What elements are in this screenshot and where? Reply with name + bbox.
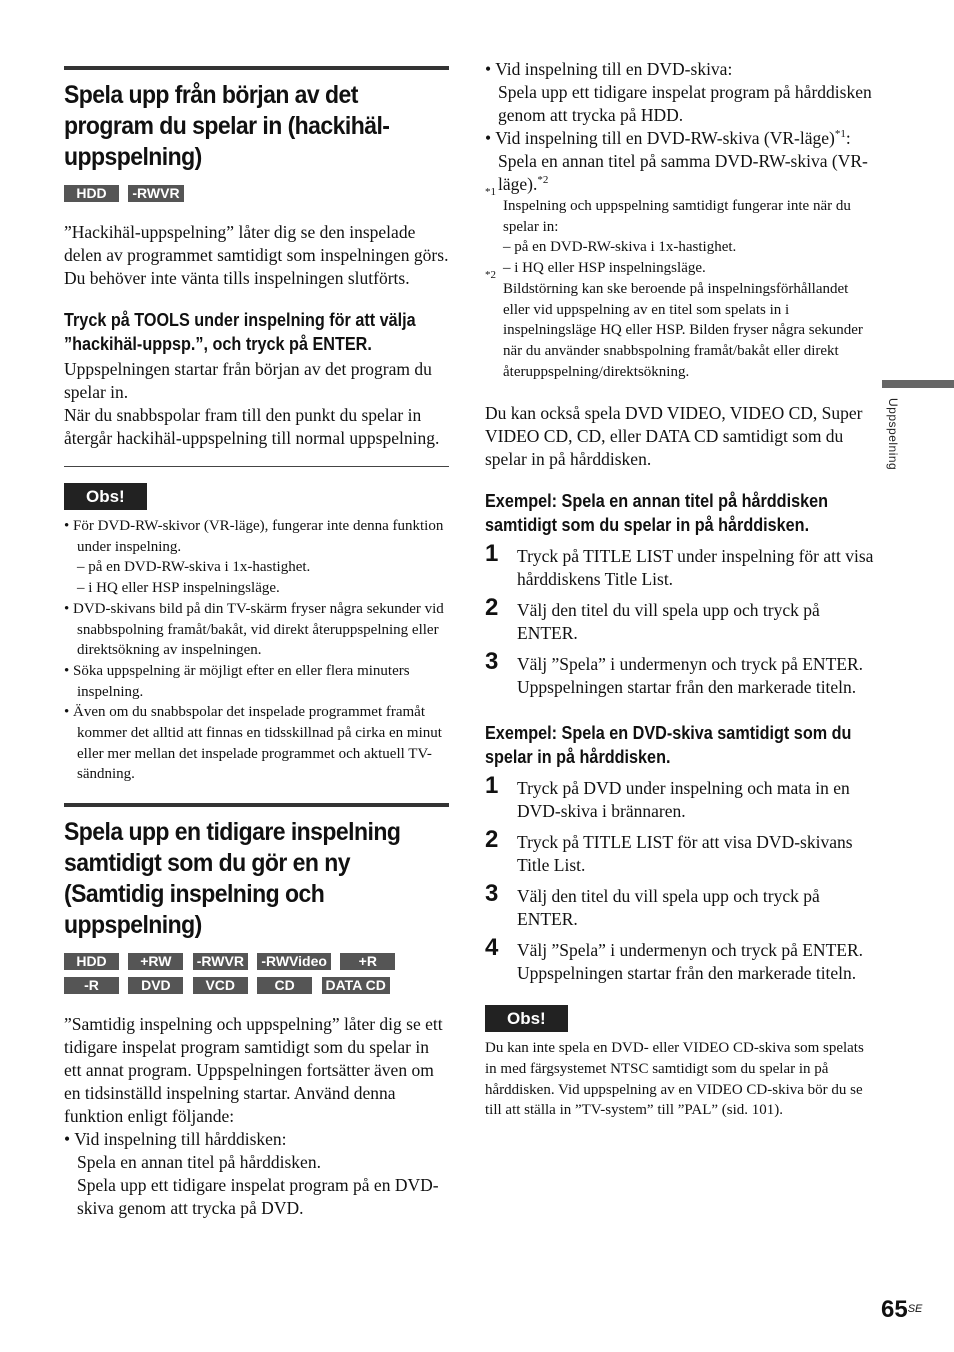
instruction-heading: Tryck på TOOLS under inspelning för att välja ”hackihäl-uppsp.”, och tryck på ENTER. — [64, 310, 416, 354]
badge-rwvr: -RWVR — [128, 185, 183, 202]
page-number: $65^{SE}$ — [881, 1296, 923, 1323]
paragraph: ”Samtidig inspelning och uppspelning” låter dig se ett tidigare inspelat program samtidigt som du spelar in ett annat program. Uppspelningen fortsätter även om en tidsinställd inspelning startar. Använd denna funktion enligt följande: — [64, 1014, 443, 1127]
list-item: • Söka uppspelning är möjligt efter en eller flera minuters inspelning. — [64, 662, 410, 700]
badge-vcd: VCD — [193, 977, 248, 994]
section-rule — [64, 803, 449, 807]
list-subitem: – på en DVD-RW-skiva i 1x-hastighet. — [77, 559, 311, 576]
list-item: • Vid inspelning till en DVD-RW-skiva (VR-läge)$^{*1}$: — [485, 128, 851, 148]
step-item: 3 Välj den titel du vill spela upp och tryck på ENTER. — [485, 880, 820, 930]
badge-hdd: HDD — [64, 185, 119, 202]
badge-cd: CD — [257, 977, 312, 994]
right-column — [485, 58, 875, 1121]
section-rule — [64, 66, 449, 70]
step-item: 3 Välj ”Spela” i undermenyn och tryck på ENTER. Uppspelningen startar från den markerade titeln. — [485, 648, 864, 698]
obs-notes — [64, 516, 449, 785]
badge-plus-rw: +RW — [128, 953, 183, 970]
side-tab-bar — [882, 380, 954, 388]
list-item: • För DVD-RW-skivor (VR-läge), fungerar inte denna funktion under inspelning. — [64, 518, 444, 555]
example-heading-2: Exempel: Spela en DVD-skiva samtidigt som du spelar in på hårddisken. — [485, 723, 852, 768]
step-item: 4 Välj ”Spela” i undermenyn och tryck på ENTER. Uppspelningen startar från den markerade titeln. — [485, 934, 864, 984]
example-heading-1: Exempel: Spela en annan titel på hårddisken samtidigt som du spelar in på hårddisken. — [485, 491, 829, 536]
list-subitem: Spela en annan titel på samma DVD-RW-skiva (VR-läge).$^{*2}$ — [498, 151, 868, 194]
obs-note-text: Du kan inte spela en DVD- eller VIDEO CD-skiva som spelats in med färgsystemet NTSC samtidigt som du spelar in på hårddisken. Vid uppspelning av en VIDEO CD-skiva bör du se till att ställa in ”TV-system” till ”PAL” (sid. 101). — [485, 1040, 864, 1119]
side-tab-label: Uppspelning — [886, 398, 900, 471]
paragraph: ”Hackihäl-uppspelning” låter dig se den inspelade delen av programmet samtidigt som inspelningen görs. Du behöver inte vänta tills inspelningen slutförts. — [64, 222, 449, 288]
obs-label: Obs! — [64, 483, 147, 510]
badge-rwvr: -RWVR — [193, 953, 248, 970]
disc-badges-1 — [64, 185, 449, 209]
badge-hdd: HDD — [64, 953, 119, 970]
step-item: 2 Tryck på TITLE LIST för att visa DVD-skivans Title List. — [485, 826, 853, 876]
list-item: • Vid inspelning till en DVD-skiva: — [485, 59, 733, 79]
left-column — [64, 62, 449, 1220]
list-subitem: Spela en annan titel på hårddisken. — [77, 1152, 321, 1173]
list-item: • DVD-skivans bild på din TV-skärm fryser några sekunder vid snabbspolning framåt/bakåt, vid direkt återuppspelning eller direktsökning av inspelningen. — [64, 600, 444, 659]
paragraph: Du kan också spela DVD VIDEO, VIDEO CD, Super VIDEO CD, CD, eller DATA CD samtidigt som du spelar in på hårddisken. — [485, 403, 863, 470]
list-item: • Vid inspelning till hårddisken: — [64, 1129, 287, 1150]
step-item: 2 Välj den titel du vill spela upp och tryck på ENTER. — [485, 594, 820, 644]
section-heading-hackihal: Spela upp från början av det program du spelar in (hackihäl-uppspelning) — [64, 81, 390, 171]
badge-data-cd: DATA CD — [322, 977, 390, 994]
paragraph: När du snabbspolar fram till den punkt du spelar in återgår hackihäl-uppspelning till normal uppspelning. — [64, 405, 440, 448]
disc-badges-2 — [64, 953, 449, 1001]
list-subitem: Spela upp ett tidigare inspelat program på en DVD-skiva genom att trycka på DVD. — [77, 1175, 439, 1219]
list-subitem: Spela upp ett tidigare inspelat program på hårddisken genom att trycka på HDD. — [498, 82, 872, 125]
footnote-2: *2 Bildstörning kan ske beroende på inspelningsförhållandet eller vid uppspelning av en titel som spelats in i inspelningsläge HQ eller HSP. Bilden fryser några sekunder när du använder snabbspolning framåt/bakåt eller direkt återuppspelning/direktsökning. — [485, 268, 863, 380]
step-item: 1 Tryck på DVD under inspelning och mata in en DVD-skiva i brännaren. — [485, 772, 850, 822]
section-heading-samtidig: Spela upp en tidigare inspelning samtidigt som du gör en ny (Samtidig inspelning och uppspelning) — [64, 818, 401, 940]
paragraph: Uppspelningen startar från början av det program du spelar in. — [64, 359, 432, 402]
obs-label: Obs! — [485, 1005, 568, 1032]
badge-dvd: DVD — [128, 977, 183, 994]
badge-minus-r: -R — [64, 977, 119, 994]
list-item: • Även om du snabbspolar det inspelade programmet framåt kommer det alltid att finnas en tidsskillnad på cirka en minut eller mer mellan det inspelade programmet och aktuell TV-sändning. — [64, 704, 442, 783]
badge-plus-r: +R — [340, 953, 395, 970]
list-subitem: – i HQ eller HSP inspelningsläge. — [77, 580, 280, 597]
step-item: 1 Tryck på TITLE LIST under inspelning för att visa hårddiskens Title List. — [485, 540, 874, 590]
footnote-1: *1 Inspelning och uppspelning samtidigt fungerar inte när du spelar in: – på en DVD-RW-skiva i 1x-hastighet. – i HQ eller HSP inspelningsläge. — [485, 186, 851, 277]
divider — [64, 466, 449, 467]
badge-rwvideo: -RWVideo — [257, 953, 331, 970]
